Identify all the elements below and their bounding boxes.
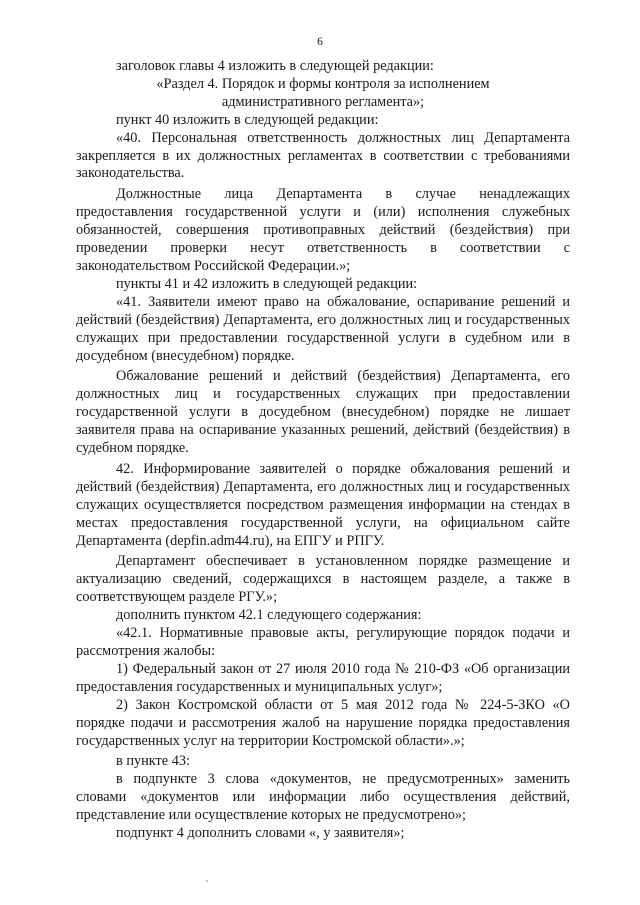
- paragraph-section4-title: «Раздел 4. Порядок и формы контроля за исполнением административного регламента»;: [156, 75, 490, 110]
- paragraph-subpoint4-amendment: подпункт 4 дополнить словами «, у заявителя»;: [116, 825, 405, 842]
- paragraph-department-publishing: Департамент обеспечивает в установленном порядке размещение и актуализацию сведений, содержащихся в настоящем разделе, а также в соответствующем разделе РГУ.»;: [76, 553, 570, 606]
- paragraph-officials-liability: Должностные лица Департамента в случае ненадлежащих предоставления государственной услуги и (или) исполнения служебных обязанностей, совершения противоправных действий (бездействия) при проведении проверки несут ответственность в соответствии с законодательством Российской Федерации.»;: [76, 186, 570, 274]
- document-body: [76, 58, 570, 843]
- paragraph-point42-text: 42. Информирование заявителей о порядке обжалования решений и действий (бездействия) Департамента, его должностных лиц и государственных служащих осуществляется посредством размещения информации на стендах в местах предоставления государственной услуги, на официальном сайте Департамента (depfin.adm44.ru), на ЕПГУ и РПГУ.: [76, 460, 570, 549]
- paragraph-regional-law-item: 2) Закон Костромской области от 5 мая 2012 года № 224-5-ЗКО «О порядке подачи и рассмотрения жалоб на нарушение порядка предоставления государственных услуг на территории Костромской области».»;: [76, 696, 570, 749]
- paragraph-point40-text: «40. Персональная ответственность должностных лиц Департамента закрепляется в их должностных регламентах в соответствии с требованиями законодательства.: [76, 129, 570, 182]
- paragraph-point41-text: «41. Заявители имеют право на обжалование, оспаривание решений и действий (бездействия) Департамента, его должностных лиц и государственных служащих при предоставлении государственной услуги в судебном или в досудебном (внесудебном) порядке.: [76, 293, 570, 364]
- paragraph-appeal-procedure: Обжалование решений и действий (бездействия) Департамента, его должностных лиц и государственных служащих при предоставлении государственной услуги в досудебном (внесудебном) порядке не лишает заявителя права на оспаривание указанных решений, действий (бездействия) в судебном порядке.: [76, 368, 570, 457]
- paragraph-chapter4-heading-instruction: заголовок главы 4 изложить в следующей редакции:: [116, 58, 434, 74]
- paragraph-point43-instruction: в пункте 43:: [116, 753, 190, 770]
- paragraph-point42-1-text: «42.1. Нормативные правовые акты, регулирующие порядок подачи и рассмотрения жалобы:: [76, 625, 570, 659]
- paragraph-point42-1-instruction: дополнить пунктом 42.1 следующего содержания:: [116, 607, 422, 624]
- paragraph-federal-law-item: 1) Федеральный закон от 27 июля 2010 года № 210-ФЗ «Об организации предоставления государственных и муниципальных услуг»;: [76, 660, 570, 695]
- scan-speck: [206, 880, 208, 882]
- paragraph-subpoint3-amendment: в подпункте 3 слова «документов, не предусмотренных» заменить словами «документов или информации либо осуществления действий, представление или осуществление которых не предусмотрено»;: [76, 771, 570, 824]
- paragraph-points41-42-instruction: пункты 41 и 42 изложить в следующей редакции:: [116, 275, 418, 292]
- paragraph-point40-instruction: пункт 40 изложить в следующей редакции:: [116, 111, 379, 128]
- page-number: 6: [317, 36, 323, 48]
